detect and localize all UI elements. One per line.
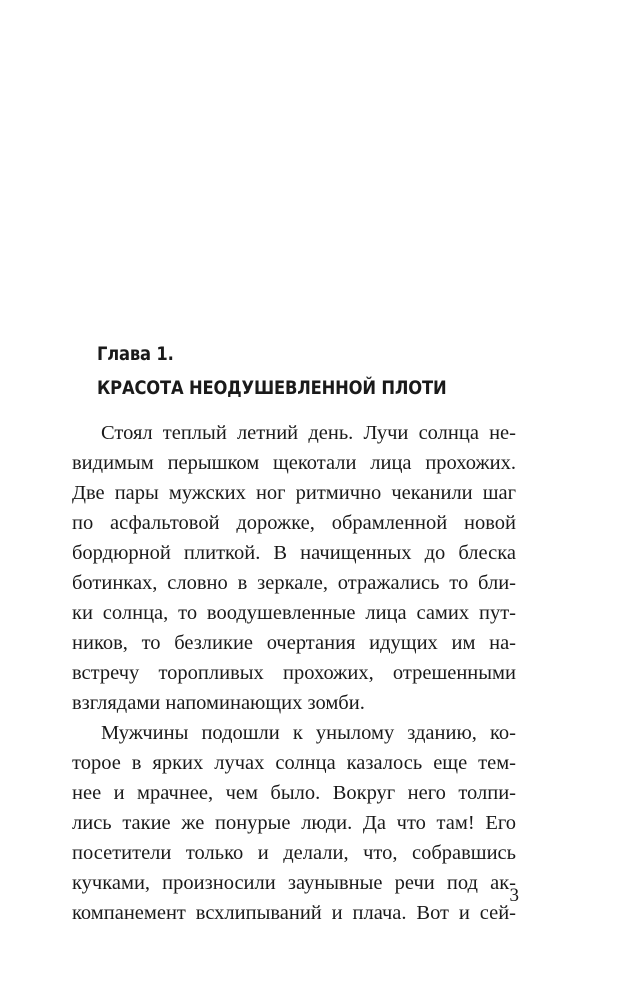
chapter-number: Глава 1. — [97, 343, 174, 365]
chapter-body — [72, 418, 516, 928]
text-line: бордюрной плиткой. В начищенных до блеска — [72, 542, 516, 564]
chapter-heading — [97, 337, 475, 405]
text-line: видимым перышком щекотали лица прохожих. — [72, 452, 516, 474]
text-line: взглядами напоминающих зомби. — [72, 692, 365, 714]
text-line: компанемент всхлипываний и плача. Вот и сей- — [72, 902, 516, 924]
text-line: посетители только и делали, что, собравшись — [72, 842, 516, 864]
text-line: ки солнца, то воодушевленные лица самих пут- — [72, 602, 516, 624]
page-number: 3 — [509, 885, 519, 906]
text-line: Мужчины подошли к унылому зданию, ко- — [101, 722, 516, 744]
chapter-title: КРАСОТА НЕОДУШЕВЛЕННОЙ ПЛОТИ — [97, 377, 447, 399]
text-line: ботинках, словно в зеркале, отражались то бли- — [72, 572, 516, 594]
text-line: лись такие же понурые люди. Да что там! Его — [72, 812, 516, 834]
text-line: Две пары мужских ног ритмично чеканили шаг — [72, 482, 516, 504]
text-line: торое в ярких лучах солнца казалось еще тем- — [72, 752, 516, 774]
text-line: встречу торопливых прохожих, отрешенными — [72, 662, 516, 684]
text-line: нее и мрачнее, чем было. Вокруг него толпи- — [72, 782, 516, 804]
text-line: ников, то безликие очертания идущих им на- — [72, 632, 516, 654]
text-line: по асфальтовой дорожке, обрамленной новой — [72, 512, 516, 534]
text-line: кучками, произносили заунывные речи под ак- — [72, 872, 516, 894]
text-line: Стоял теплый летний день. Лучи солнца не- — [101, 422, 516, 444]
